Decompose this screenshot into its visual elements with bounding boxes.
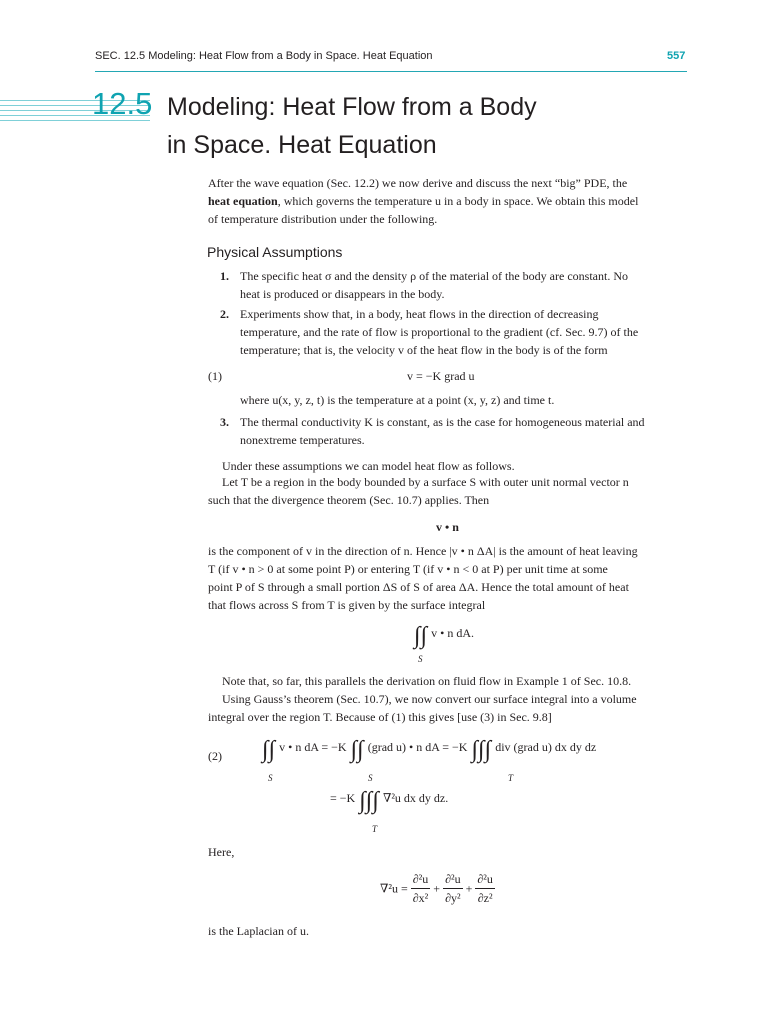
body-paragraph	[208, 473, 692, 509]
page-number: 557	[667, 50, 686, 62]
integral-limit: T	[372, 824, 378, 834]
body-line: Let T be a region in the body bounded by a surface S with outer unit normal vector n	[222, 475, 629, 489]
equation-1: v = −K grad u	[407, 369, 475, 383]
running-head: SEC. 12.5 Modeling: Heat Flow from a Body in Space. Heat Equation	[95, 50, 433, 62]
numerator: ∂²u	[443, 870, 463, 889]
intro-line-rest: , which governs the temperature u in a body in space. We obtain this model	[277, 194, 639, 208]
body-line: that flows across S from T is given by the surface integral	[208, 598, 486, 612]
assumption-text: nonextreme temperatures.	[240, 433, 365, 447]
intro-line: of temperature distribution under the following.	[208, 212, 438, 226]
assumption-number: 3.	[220, 415, 229, 429]
denominator: ∂y²	[445, 891, 461, 905]
eq2-term: ∇²u dx dy dz.	[382, 791, 449, 805]
fraction-z	[475, 870, 495, 907]
double-integral-sign: ∫∫	[414, 623, 428, 649]
assumption-text: The thermal conductivity K is constant, as is the case for homogeneous material and	[240, 415, 645, 429]
surface-integral	[414, 623, 475, 664]
integral-limit: S	[368, 773, 373, 783]
assumption-2	[220, 305, 692, 359]
eq2-term: div (grad u) dx dy dz	[495, 740, 597, 754]
integral-limit: S	[268, 773, 273, 783]
section-title	[167, 88, 537, 164]
integral-limit: S	[418, 654, 423, 664]
section-title-line2: in Space. Heat Equation	[167, 131, 437, 159]
assumption-text: heat is produced or disappears in the body.	[240, 287, 445, 301]
eq2-term: = −K	[330, 791, 356, 805]
plus-sign: +	[433, 881, 441, 896]
body-paragraph	[208, 542, 692, 614]
laplacian-lhs: ∇²u =	[380, 881, 408, 896]
body-paragraph: Here,	[208, 845, 235, 859]
triple-integral-sign: ∫∫∫	[471, 737, 492, 763]
subheading-physical-assumptions: Physical Assumptions	[207, 244, 343, 260]
plus-sign: +	[465, 881, 473, 896]
section-number: 12.5	[92, 86, 153, 121]
numerator: ∂²u	[411, 870, 431, 889]
assumption-text: temperature, and the rate of flow is proportional to the gradient (cf. Sec. 9.7) of the	[240, 325, 639, 339]
denominator: ∂x²	[412, 891, 429, 905]
eq2-term: (grad u) • n dA = −K	[367, 740, 468, 754]
assumption-number: 2.	[220, 307, 229, 321]
body-line: Using Gauss’s theorem (Sec. 10.7), we now convert our surface integral into a volume	[222, 692, 637, 706]
body-paragraph	[208, 690, 692, 726]
term-heat-equation: heat equation	[208, 194, 278, 208]
body-line: such that the divergence theorem (Sec. 10.7) applies. Then	[208, 493, 490, 507]
section-title-line1: Modeling: Heat Flow from a Body	[167, 93, 537, 121]
body-paragraph: Under these assumptions we can model heat flow as follows.	[222, 459, 515, 473]
body-line: point P of S through a small portion ΔS of S of area ΔA. Hence the total amount of heat	[208, 580, 629, 594]
equation-2-line2	[330, 789, 448, 813]
assumption-text: Experiments show that, in a body, heat flows in the direction of decreasing	[240, 307, 599, 321]
fraction-x	[411, 870, 431, 907]
assumption-1	[220, 267, 692, 303]
assumption-number: 1.	[220, 269, 229, 283]
assumption-3	[220, 413, 692, 449]
body-paragraph: Note that, so far, this parallels the derivation on fluid flow in Example 1 of Sec. 10.8.	[222, 674, 632, 688]
assumption-text: The specific heat σ and the density ρ of the material of the body are constant. No	[240, 269, 628, 283]
double-integral-sign: ∫∫	[262, 737, 276, 763]
laplacian-equation	[380, 870, 495, 907]
integral-limit: T	[508, 773, 514, 783]
display-v-dot-n: v • n	[436, 520, 459, 534]
laplacian-definition: is the Laplacian of u.	[208, 924, 309, 938]
equation-2-line1	[262, 738, 596, 762]
equation-1-label: (1)	[208, 369, 222, 383]
intro-line: After the wave equation (Sec. 12.2) we now derive and discuss the next “big” PDE, the	[208, 176, 628, 190]
equation-2-label: (2)	[208, 749, 222, 763]
intro-paragraph	[208, 174, 692, 228]
body-line: integral over the region T. Because of (1) this gives [use (3) in Sec. 9.8]	[208, 710, 552, 724]
triple-integral-sign: ∫∫∫	[359, 788, 379, 814]
fraction-y	[443, 870, 463, 907]
equation-1-where: where u(x, y, z, t) is the temperature at a point (x, y, z) and time t.	[240, 393, 555, 407]
denominator: ∂z²	[477, 891, 493, 905]
intro-line	[208, 192, 692, 210]
eq2-term: v • n dA = −K	[279, 740, 347, 754]
surface-integrand: v • n dA.	[431, 626, 475, 640]
header-rule	[95, 71, 687, 72]
assumption-text: temperature; that is, the velocity v of the heat flow in the body is of the form	[240, 343, 608, 357]
body-line: is the component of v in the direction of n. Hence |v • n ΔA| is the amount of heat leaving	[208, 544, 638, 558]
body-line: T (if v • n > 0 at some point P) or entering T (if v • n < 0 at P) per unit time at some	[208, 562, 608, 576]
double-integral-sign: ∫∫	[350, 737, 364, 763]
numerator: ∂²u	[475, 870, 495, 889]
